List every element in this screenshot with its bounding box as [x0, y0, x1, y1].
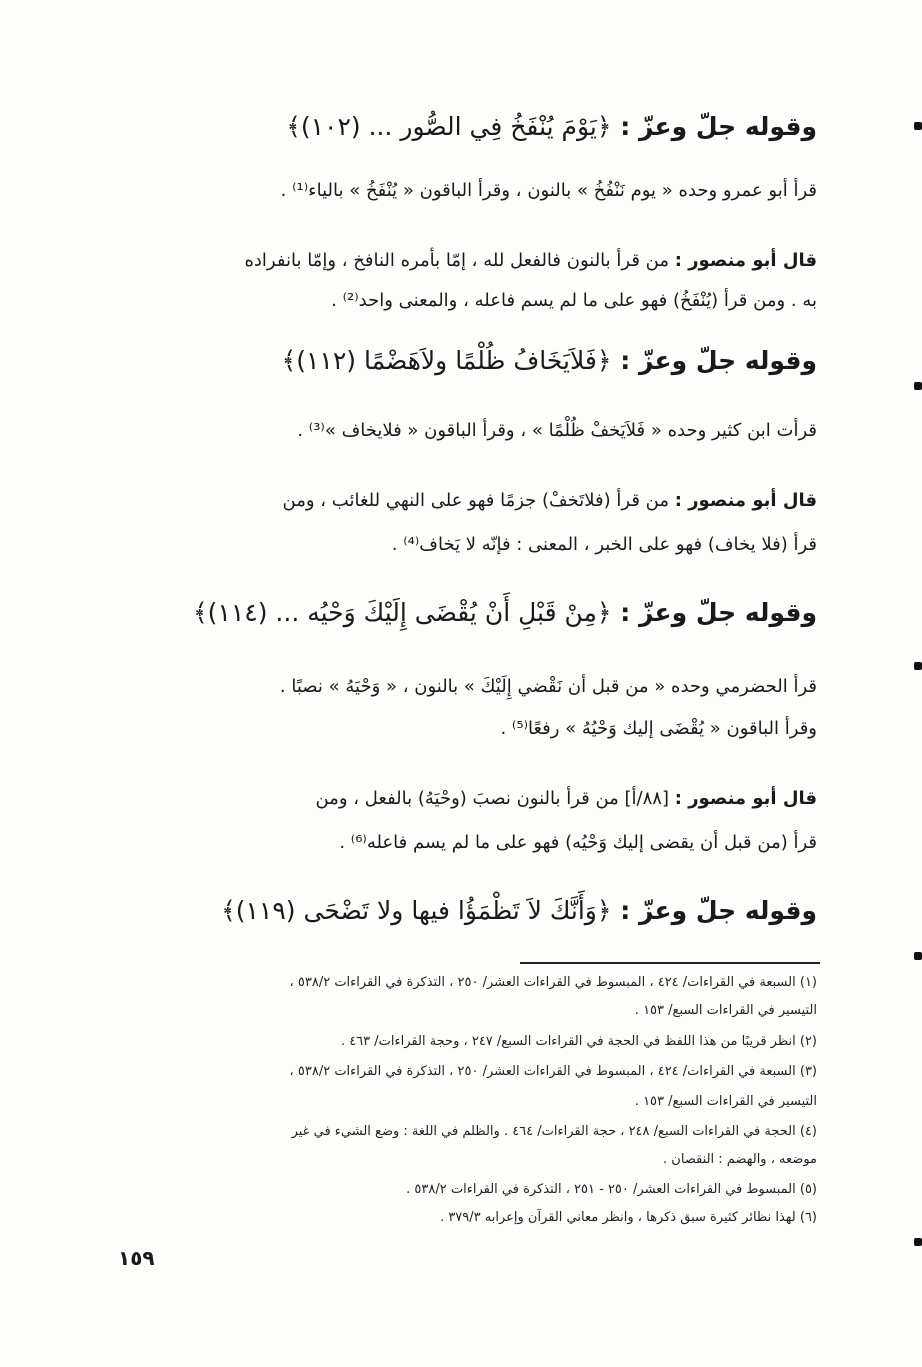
scan-edge-mark	[914, 1238, 922, 1246]
footnote-divider	[520, 962, 820, 964]
comment-line: قرأ (فلا يخاف) فهو على الخبر ، المعنى : فإنّه لا يَخاف⁽⁴⁾ .	[391, 534, 817, 555]
comment-line: قرأ (من قبل أن يقضى إليك وَحْيُه) فهو على ما لم يسم فاعله⁽⁶⁾ .	[339, 832, 817, 853]
section-heading	[286, 112, 817, 141]
footnote: (٣) السبعة في القراءات/ ٤٢٤ ، المبسوط في القراءات العشر/ ٢٥٠ ، التذكرة في القراءات ٥٣٨/٢ ،	[289, 1064, 817, 1079]
comment-line	[315, 788, 817, 809]
reading-line: قرأ الحضرمي وحده « من قبل أن نَقْضي إِلَيْكَ » بالنون ، « وَحْيَهُ » نصبًا .	[279, 676, 817, 697]
scan-edge-mark	[914, 952, 922, 960]
comment-line	[244, 250, 817, 271]
footnote: (٥) المبسوط في القراءات العشر/ ٢٥٠ - ٢٥١ ، التذكرة في القراءات ٥٣٨/٢ .	[406, 1182, 817, 1197]
quran-verse: ﴿يَوْمَ يُنْفَخُ فِي الصُّور ... (١٠٢)﴾	[286, 112, 612, 141]
reading-line: قرأ أبو عمرو وحده « يوم نَنْفُخُ » بالنون ، وقرأ الباقون « يُنْفَخُ » بالياء⁽¹⁾ .	[280, 180, 817, 201]
footnote: (٦) لهذا نظائر كثيرة سبق ذكرها ، وانظر معاني القرآن وإعرابه ٣٧٩/٣ .	[440, 1210, 817, 1225]
comment-line: به . ومن قرأ (يُنْفَخُ) فهو على ما لم يسم فاعله ، والمعنى واحد⁽²⁾ .	[331, 290, 817, 311]
quran-verse: ﴿وَأَنَّكَ لاَ تَظْمَؤُا فيها ولا تَضْحَى (١١٩)﴾	[221, 896, 612, 925]
section-heading	[221, 896, 817, 925]
comment-text: [٨٨/أ] من قرأ بالنون نصبَ (وحْيَهُ) بالفعل ، ومن	[315, 788, 669, 809]
footnote: (١) السبعة في القراءات/ ٤٢٤ ، المبسوط في القراءات العشر/ ٢٥٠ ، التذكرة في القراءات ٥٣٨/٢ ،	[289, 975, 817, 990]
scan-edge-mark	[914, 122, 922, 130]
quran-verse: ﴿فَلاَيَخَافُ ظُلْمًا ولاَهَضْمًا (١١٢)﴾	[281, 346, 612, 375]
heading-lead: وقوله جلّ وعزّ :	[620, 896, 817, 925]
scan-edge-mark	[914, 382, 922, 390]
heading-lead: وقوله جلّ وعزّ :	[620, 112, 817, 141]
comment-text: من قرأ بالنون فالفعل لله ، إمّا بأمره النافخ ، وإمّا بانفراده	[244, 250, 669, 271]
footnote: (٢) انظر قريبًا من هذا اللفظ في الحجة في القراءات السبع/ ٢٤٧ ، وحجة القراءات/ ٤٦٣ .	[340, 1034, 817, 1049]
scan-edge-mark	[914, 662, 922, 670]
heading-lead: وقوله جلّ وعزّ :	[620, 598, 817, 627]
footnote: التيسير في القراءات السبع/ ١٥٣ .	[634, 1003, 817, 1018]
section-heading	[282, 346, 817, 375]
footnote: (٤) الحجة في القراءات السبع/ ٢٤٨ ، حجة القراءات/ ٤٦٤ . والظلم في اللغة : وضع الشيء في غير	[291, 1124, 817, 1139]
quran-verse: ﴿مِنْ قَبْلِ أَنْ يُقْضَى إِلَيْكَ وَحْيُه ... (١١٤)﴾	[193, 598, 612, 627]
comment-text: من قرأ (فلاتَخفْ) جزمًا فهو على النهي للغائب ، ومن	[282, 490, 669, 511]
page-number: ١٥٩	[118, 1246, 155, 1270]
comment-label: قال أبو منصور :	[674, 788, 817, 809]
reading-line: قرأت ابن كثير وحده « فَلاَيَخفْ ظُلْمًا » ، وقرأ الباقون « فلايخاف »⁽³⁾ .	[297, 420, 817, 441]
footnote: موضعه ، والهضم : النقصان .	[663, 1152, 817, 1167]
comment-line	[283, 490, 817, 511]
reading-line: وقرأ الباقون « يُقْضَى إليك وَحْيُهُ » رفعًا⁽⁵⁾ .	[500, 718, 817, 739]
comment-label: قال أبو منصور :	[674, 490, 817, 511]
comment-label: قال أبو منصور :	[674, 250, 817, 271]
section-heading	[193, 598, 817, 627]
footnote: التيسير في القراءات السبع/ ١٥٣ .	[634, 1094, 817, 1109]
heading-lead: وقوله جلّ وعزّ :	[620, 346, 817, 375]
